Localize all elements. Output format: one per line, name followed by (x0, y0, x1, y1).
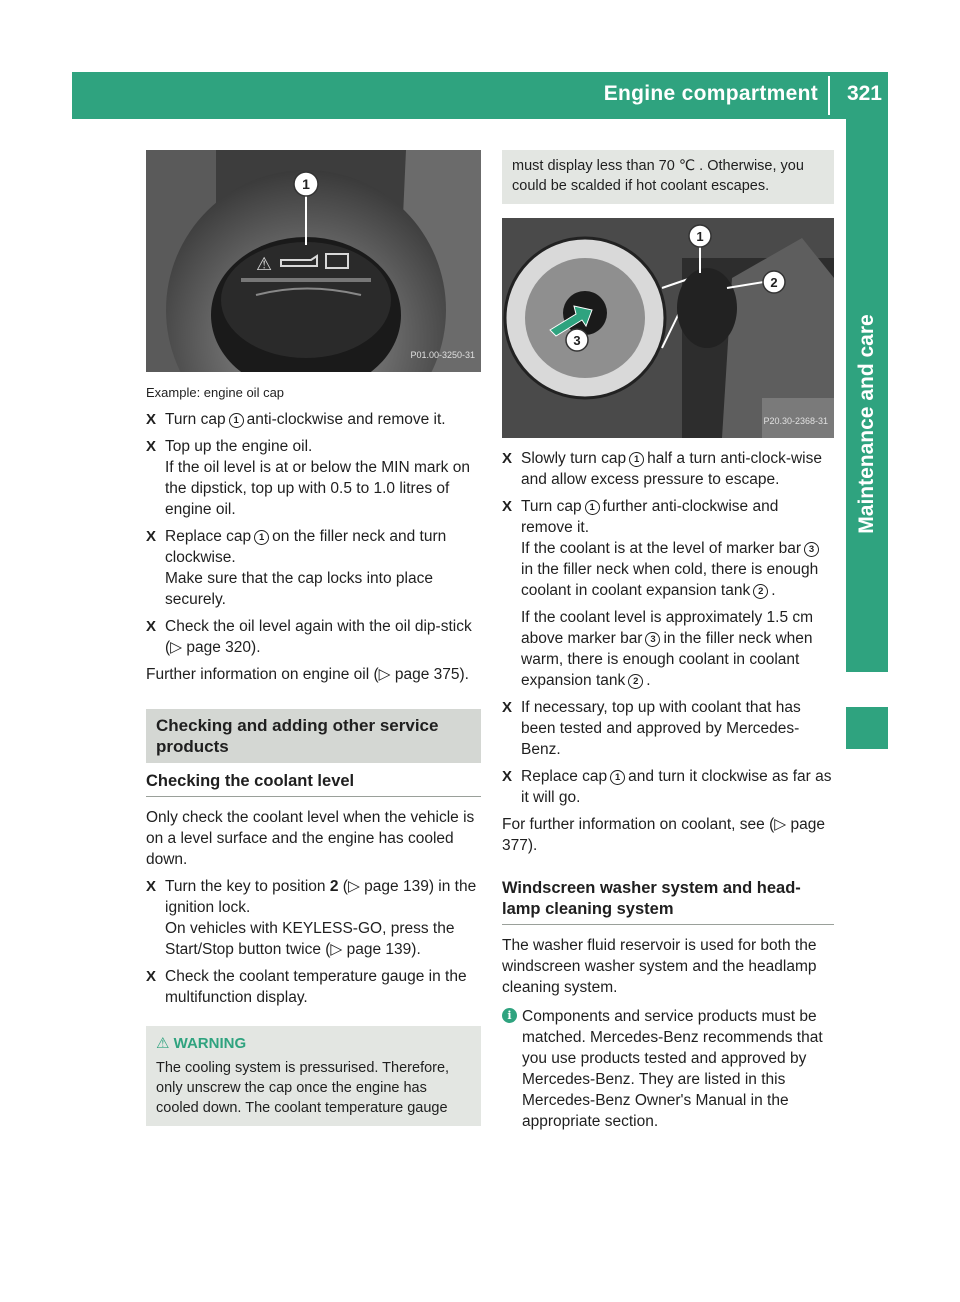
step-arrow-icon: X (146, 438, 157, 455)
step-detail: If the coolant is at the level of marker bar 3in the filler neck when cold, there is enough coolant in coolant expansion tank 2 . (521, 540, 819, 599)
warning-text: The cooling system is pressurised. Therefore, only unscrew the cap once the engine has cooled down. The coolant temperature gauge (156, 1060, 450, 1116)
callout-1: 1 (629, 452, 644, 467)
step-arrow-icon: X (146, 528, 157, 545)
callout-3: 3 (645, 632, 660, 647)
warning-box (146, 1026, 481, 1126)
figure-callout-1: 1 (696, 229, 704, 244)
section-heading: Checking and adding other service products (146, 709, 481, 763)
page-title: Engine compartment (603, 82, 818, 105)
step-arrow-icon: X (502, 699, 513, 716)
callout-1: 1 (229, 413, 244, 428)
info-text: Components and service products must be matched. Mercedes-Benz recommends that you use products tested and approved by Mercedes-Benz. They are listed in this Mercedes-Benz Owner's Manual in the appropriate section. (522, 1008, 823, 1130)
washer-intro: The washer fluid reservoir is used for both the windscreen washer system and the headlamp cleaning system. (502, 937, 817, 996)
step-arrow-icon: X (146, 968, 157, 985)
figure-callout-1: 1 (302, 176, 310, 192)
further-info: Further information on engine oil (▷ page 375). (146, 666, 469, 683)
figure-callout-2: 2 (770, 275, 778, 290)
step-detail: If the coolant level is approximately 1.5 cm above marker bar 3 in the filler neck when warm, there is enough coolant in coolant expansion tank 2 . (521, 609, 814, 689)
side-tab-label: Maintenance and care (855, 314, 878, 534)
sub-heading: Windscreen washer system and head-lamp cleaning system (502, 870, 834, 925)
step-item: X If necessary, top up with coolant that has been tested and approved by Mercedes-Benz. (502, 699, 801, 758)
engine-oil-cap-figure (146, 150, 481, 372)
coolant-tank-photo (502, 218, 834, 438)
further-info: For further information on coolant, see (▷ page 377). (502, 816, 825, 854)
step-arrow-icon: X (146, 411, 157, 428)
left-column (146, 150, 481, 1126)
side-tab (846, 119, 888, 672)
step-arrow-icon: X (502, 768, 513, 785)
side-marker (846, 707, 888, 749)
callout-1: 1 (610, 770, 625, 785)
callout-2: 2 (628, 674, 643, 689)
key-position: 2 (329, 878, 339, 895)
warning-continued: must display less than 70 ℃ . Otherwise, you could be scalded if hot coolant escapes. (502, 150, 834, 204)
header-divider (828, 76, 830, 115)
header-bar (72, 72, 888, 119)
callout-3: 3 (804, 542, 819, 557)
step-arrow-icon: X (502, 450, 513, 467)
engine-oil-cap-photo (146, 150, 481, 372)
step-arrow-icon: X (146, 618, 157, 635)
step-item: X Turn cap 1 anti-clockwise and remove it. (146, 411, 446, 428)
step-detail: Make sure that the cap locks into place securely. (165, 570, 433, 608)
callout-1: 1 (585, 500, 600, 515)
step-detail: On vehicles with KEYLESS-GO, press the Start/Stop button twice (▷ page 139). (165, 920, 455, 958)
callout-1: 1 (254, 530, 269, 545)
step-item: X Turn cap 1 further anti-clockwise and remove it. If the coolant is at the level of marker bar 3in the filler neck when cold, there is enough coolant in coolant expansion tank 2 . If the coolant level is approximately 1.5 cm above marker bar 3 in the filler neck when warm, there is enough coolant in coolant expansion tank 2 . (502, 496, 834, 691)
info-icon: i (502, 1008, 517, 1023)
callout-2: 2 (753, 584, 768, 599)
coolant-tank-figure (502, 218, 834, 438)
figure-callout-3: 3 (573, 333, 581, 348)
info-note (502, 1006, 834, 1132)
step-item: X Check the oil level again with the oil dip-stick (▷ page 320). (146, 618, 472, 656)
step-arrow-icon: X (146, 878, 157, 895)
page-number: 321 (846, 82, 882, 105)
right-column (502, 150, 834, 1132)
step-item: X Top up the engine oil. If the oil level is at or below the MIN mark on the dipstick, top up with 0.5 to 1.0 litres of engine oil. (146, 436, 481, 520)
step-item: X Check the coolant temperature gauge in the multifunction display. (146, 968, 467, 1006)
step-detail: If the oil level is at or below the MIN mark on the dipstick, top up with 0.5 to 1.0 litres of engine oil. (165, 459, 470, 518)
step-item: X Replace cap 1 on the filler neck and turn clockwise. Make sure that the cap locks into place securely. (146, 526, 481, 610)
figure-reference: P20.30-2368-31 (763, 416, 828, 426)
figure-reference: P01.00-3250-31 (410, 350, 475, 360)
warning-title: WARNING (173, 1035, 247, 1052)
step-item: X Slowly turn cap 1 half a turn anti-clock-wise and allow excess pressure to escape. (502, 450, 822, 488)
svg-text:⚠: ⚠ (256, 254, 273, 275)
warning-icon: ⚠ (156, 1035, 170, 1052)
step-arrow-icon: X (502, 498, 513, 515)
sub-heading: Checking the coolant level (146, 763, 481, 797)
step-item: X Replace cap 1 and turn it clockwise as far as it will go. (502, 768, 832, 806)
figure-caption: Example: engine oil cap (146, 385, 285, 400)
coolant-intro: Only check the coolant level when the vehicle is on a level surface and the engine has cooled down. (146, 809, 475, 868)
step-item: X Turn the key to position 2 (▷ page 139) in the ignition lock. On vehicles with KEYLESS-GO, press the Start/Stop button twice (▷ page 139). (146, 876, 481, 960)
